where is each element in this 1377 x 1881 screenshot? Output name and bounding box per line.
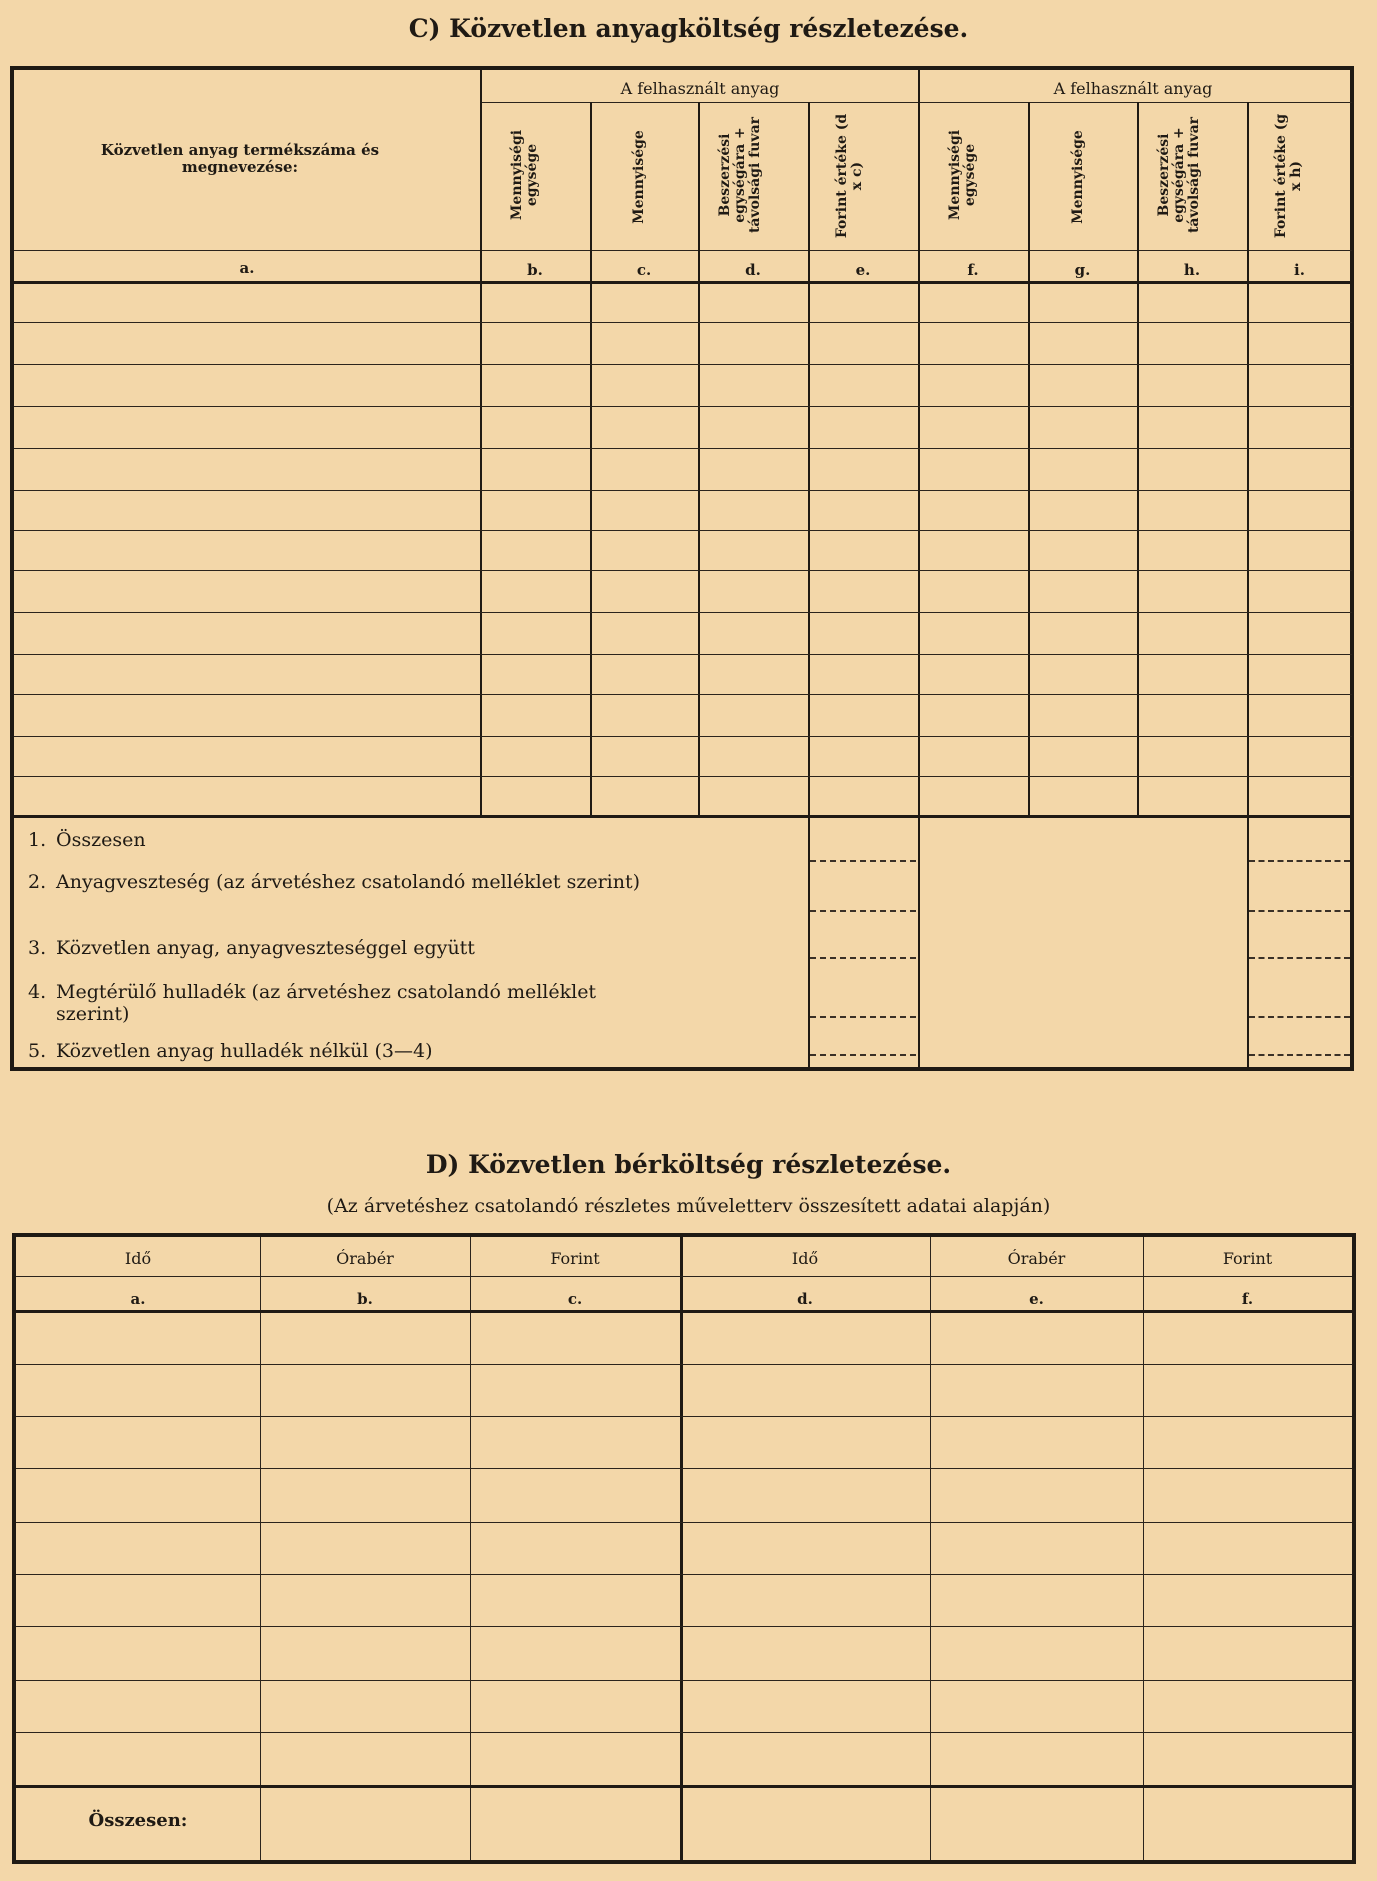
wage-col-letter-b: b. <box>357 1290 373 1308</box>
summary-row-1 <box>28 829 668 851</box>
wage-col-letter-c: c. <box>567 1290 583 1308</box>
wage-col-letter-e: e. <box>1029 1290 1044 1308</box>
wage-col-letter-d: d. <box>797 1290 813 1308</box>
first-column-header: Közvetlen anyag termékszáma és megnevezése: <box>100 141 380 176</box>
col-header-h: Beszerzési egységára + távolsági fuvar <box>1156 116 1202 234</box>
summary-row-1-num: 1. <box>28 829 47 851</box>
summary-row-2-num: 2. <box>28 871 47 893</box>
summary-row-4-text: Megtérülő hulladék (az árvetéshez csatolandó melléklet szerint) <box>56 981 597 1025</box>
wage-col-header-d: Idő <box>791 1249 819 1268</box>
summary-row-4-num: 4. <box>28 981 47 1003</box>
material-cost-table <box>10 66 1354 1071</box>
wage-total-label: Összesen: <box>88 1810 188 1831</box>
col-header-b: Mennyiségi egysége <box>509 129 540 221</box>
col-letter-f: f. <box>967 261 979 279</box>
col-header-i: Forint értéke (g x h) <box>1273 113 1304 239</box>
col-header-f: Mennyiségi egysége <box>947 129 978 221</box>
summary-row-1-text: Összesen <box>56 829 146 851</box>
summary-row-3 <box>28 937 668 959</box>
col-letter-a: a. <box>239 259 255 277</box>
section-d-title: D) Közvetlen bérköltség részletezése. <box>425 1150 952 1179</box>
summary-row-4 <box>28 981 656 1025</box>
summary-row-5 <box>28 1040 668 1062</box>
wage-col-header-f: Forint <box>1222 1249 1273 1268</box>
col-letter-b: b. <box>527 261 543 279</box>
wage-cost-table <box>12 1233 1356 1864</box>
summary-row-2 <box>28 871 696 893</box>
summary-row-5-text: Közvetlen anyag hulladék nélkül (3—4) <box>56 1040 433 1062</box>
summary-row-3-num: 3. <box>28 937 47 959</box>
section-c-title: C) Közvetlen anyagköltség részletezése. <box>408 14 969 43</box>
col-letter-e: e. <box>855 261 871 279</box>
group-header-right: A felhasznált anyag <box>1053 79 1213 98</box>
col-header-e: Forint értéke (d x c) <box>834 113 865 239</box>
group-header-left: A felhasznált anyag <box>620 79 780 98</box>
wage-col-letter-a: a. <box>130 1290 146 1308</box>
col-letter-d: d. <box>745 261 761 279</box>
col-letter-g: g. <box>1074 261 1091 279</box>
col-header-c: Mennyisége <box>631 130 647 224</box>
wage-col-letter-f: f. <box>1241 1290 1254 1308</box>
wage-col-header-a: Idő <box>124 1249 152 1268</box>
col-header-d: Beszerzési egységára + távolsági fuvar <box>717 116 763 234</box>
wage-col-header-c: Forint <box>550 1249 600 1268</box>
col-header-g: Mennyisége <box>1070 130 1086 224</box>
col-letter-h: h. <box>1183 261 1201 279</box>
col-letter-c: c. <box>636 261 652 279</box>
section-d-subtitle: (Az árvetéshez csatolandó részletes műveletterv összesített adatai alapján) <box>326 1195 1051 1217</box>
summary-row-3-text: Közvetlen anyag, anyagveszteséggel együtt <box>56 937 475 959</box>
wage-col-header-b: Órabér <box>336 1249 394 1268</box>
summary-row-2-text: Anyagveszteség (az árvetéshez csatolandó melléklet szerint) <box>56 871 641 893</box>
col-letter-i: i. <box>1294 261 1305 279</box>
summary-row-5-num: 5. <box>28 1040 47 1062</box>
wage-col-header-e: Órabér <box>1007 1249 1066 1268</box>
